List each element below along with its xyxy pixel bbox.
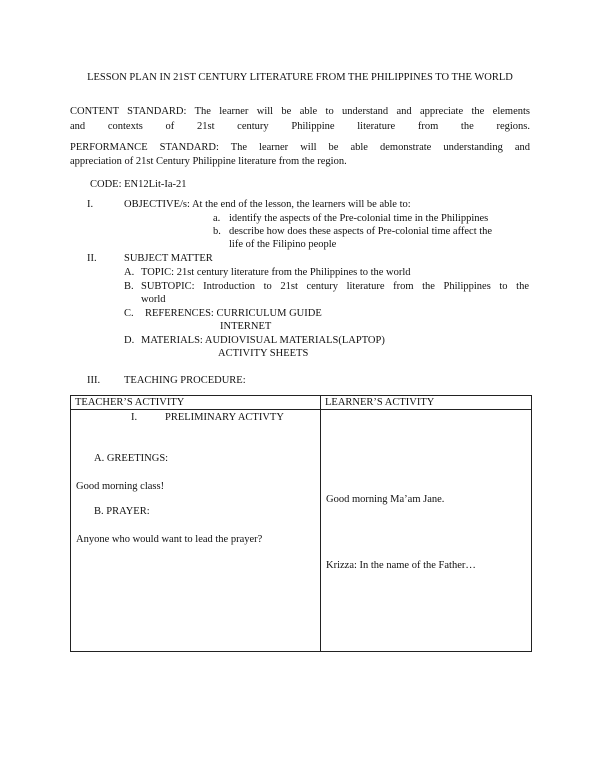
greetings-heading: A. GREETINGS: bbox=[94, 453, 169, 464]
activity-table bbox=[70, 395, 532, 652]
objective-b-line-1: describe how does these aspects of Pre-colonial time affect the bbox=[229, 226, 493, 237]
subject-matter-numeral: II. bbox=[87, 253, 97, 264]
subtopic-line-1: SUBTOPIC: Introduction to 21st century literature from the Philippines to the bbox=[141, 281, 529, 292]
teacher-activity-header: TEACHER’S ACTIVITY bbox=[71, 396, 321, 410]
content-standard-text: and contexts of 21st century Philippine literature from the regions. bbox=[70, 121, 530, 132]
code: CODE: EN12Lit-Ia-21 bbox=[90, 179, 187, 190]
materials-letter: D. bbox=[124, 335, 135, 346]
learner-prayer-reply: Krizza: In the name of the Father… bbox=[326, 560, 476, 571]
teacher-greeting-line: Good morning class! bbox=[76, 481, 165, 492]
subtopic-line-2: world bbox=[141, 294, 166, 305]
preliminary-activity-heading: PRELIMINARY ACTIVTY bbox=[165, 412, 284, 423]
objectives-heading: OBJECTIVE/s: At the end of the lesson, the learners will be able to: bbox=[124, 199, 411, 210]
teacher-prayer-line: Anyone who would want to lead the prayer? bbox=[76, 534, 263, 545]
references-letter: C. bbox=[124, 308, 134, 319]
content-standard-line-1: CONTENT STANDARD: The learner will be able to understand and appreciate the elements bbox=[70, 106, 530, 117]
objective-a-text: identify the aspects of the Pre-colonial time in the Philippines bbox=[229, 213, 489, 224]
references-text: REFERENCES: CURRICULUM GUIDE bbox=[145, 308, 322, 319]
activity-table-header-row bbox=[71, 396, 532, 410]
references-extra: INTERNET bbox=[220, 321, 272, 332]
content-standard-line-2 bbox=[70, 120, 530, 133]
objective-b-line-2: life of the Filipino people bbox=[229, 239, 337, 250]
materials-extra: ACTIVITY SHEETS bbox=[218, 348, 309, 359]
teacher-activity-cell bbox=[71, 410, 321, 652]
activity-table-body-row bbox=[71, 410, 532, 652]
topic-letter: A. bbox=[124, 267, 135, 278]
subtopic-letter: B. bbox=[124, 281, 134, 292]
objective-a-letter: a. bbox=[213, 213, 221, 224]
objective-b-letter: b. bbox=[213, 226, 221, 237]
learner-greeting-reply: Good morning Ma’am Jane. bbox=[326, 494, 445, 505]
performance-standard-line-2: appreciation of 21st Century Philippine literature from the region. bbox=[70, 156, 347, 167]
teaching-procedure-heading: TEACHING PROCEDURE: bbox=[124, 375, 246, 386]
prayer-heading: B. PRAYER: bbox=[94, 506, 150, 517]
topic-text: TOPIC: 21st century literature from the Philippines to the world bbox=[141, 267, 411, 278]
teaching-procedure-numeral: III. bbox=[87, 375, 101, 386]
learner-activity-cell bbox=[321, 410, 532, 652]
objectives-numeral: I. bbox=[87, 199, 94, 210]
learner-activity-header: LEARNER’S ACTIVITY bbox=[321, 396, 532, 410]
document-title: LESSON PLAN IN 21ST CENTURY LITERATURE FROM THE PHILIPPINES TO THE WORLD bbox=[87, 72, 513, 83]
preliminary-numeral: I. bbox=[131, 412, 138, 423]
subject-matter-heading: SUBJECT MATTER bbox=[124, 253, 213, 264]
performance-standard-line-1: PERFORMANCE STANDARD: The learner will be able demonstrate understanding and bbox=[70, 142, 530, 153]
materials-text: MATERIALS: AUDIOVISUAL MATERIALS(LAPTOP) bbox=[141, 335, 385, 346]
